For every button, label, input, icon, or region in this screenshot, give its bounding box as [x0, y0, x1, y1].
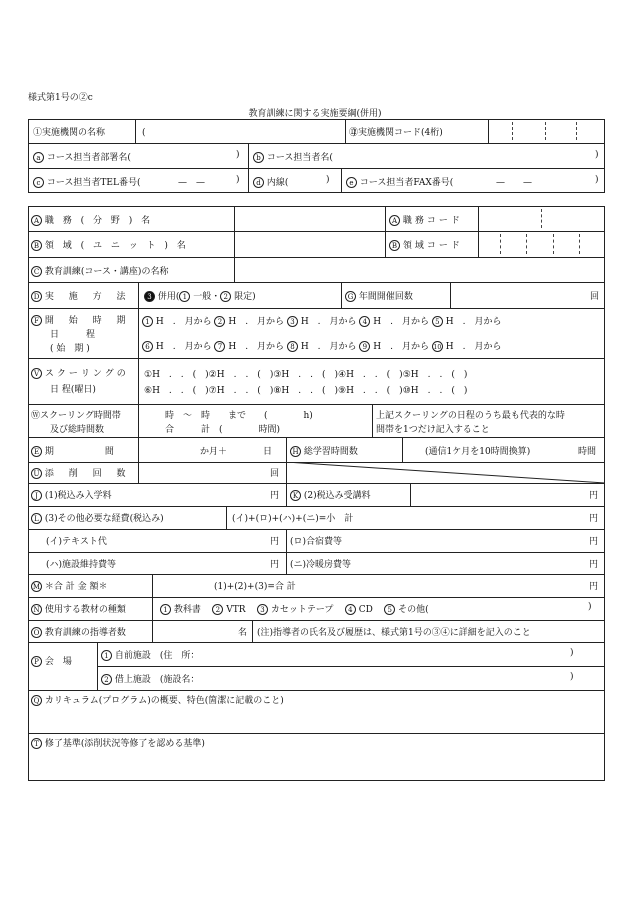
method-options: 3 併用( 1 一般・ 2 限定) — [144, 289, 256, 302]
course-name-label: C 教育訓練(コース・講座)の名称 — [31, 264, 168, 277]
curriculum-label: Q カリキュラム(プログラム)の概要、特色(箇潔に記載のこと) — [31, 693, 284, 706]
rented-facility: 2 借上施設 (施設名： — [101, 672, 199, 685]
text-cost-label: (イ)テキスト代 — [46, 537, 107, 547]
circle-D-icon: D — [31, 291, 42, 302]
material-2-icon[interactable]: 2 — [212, 604, 223, 615]
completion-label: T 修了基準(添削状況等修了を認める基準) — [31, 736, 205, 749]
material-1-icon[interactable]: 1 — [160, 604, 171, 615]
job-label: A 職 務 ( 分 野 ) 名 — [31, 213, 153, 226]
circle-T-icon: T — [31, 738, 42, 749]
start-8-icon: 8 — [287, 341, 298, 352]
venue-label: P 会 場 — [31, 654, 72, 667]
circle-L-icon: L — [31, 513, 42, 524]
annual-count-label: G 年間開催回数 — [345, 289, 413, 302]
circle-c-icon: c — [33, 177, 44, 188]
selected-3-icon: 3 — [144, 291, 155, 302]
person-label: b コース担当者名( — [253, 150, 333, 163]
circle-b-icon: b — [253, 152, 264, 163]
start-5-icon: 5 — [432, 316, 443, 327]
camp-cost-label: (ロ)合宿費等 — [290, 537, 343, 547]
material-3-icon[interactable]: 3 — [257, 604, 268, 615]
circle-M-icon: M — [32, 583, 41, 591]
circle-F-icon: F — [31, 315, 42, 326]
diagonal-strike — [286, 462, 605, 483]
instructors-label: O 教育訓練の指導者数 — [31, 625, 126, 638]
schooling-row-1[interactable]: ①H . . ( )②H . . ( )③H . . ( )④H . . ( )⑤H . . ( ) — [144, 370, 468, 380]
circle-K-icon: K — [290, 490, 301, 501]
total-hours-note: (通信1ケ月を10時間換算) — [425, 447, 531, 457]
materials-options: 1 教科書 2 VTR 3 カセットテープ 4 CD 5 その他( — [160, 602, 429, 615]
circle-N-icon: N — [31, 604, 42, 615]
venue-2-icon[interactable]: 2 — [101, 674, 112, 685]
facility-cost-label: (ハ)施設維持費等 — [46, 560, 117, 570]
start-2-icon: 2 — [214, 316, 225, 327]
institution-name-field[interactable]: ( ) — [142, 128, 357, 138]
circle-A-icon: A — [31, 215, 42, 226]
circle-B2-icon: B — [389, 240, 400, 251]
schooling-hours-label-2: 及び総時間数 — [50, 425, 105, 435]
ext-label: d 内線( — [253, 175, 288, 188]
option-1-icon[interactable]: 1 — [179, 291, 190, 302]
circle-C-icon: C — [31, 266, 42, 277]
circle-a-icon: a — [33, 152, 44, 163]
start-label: F 開 始 時 期 — [31, 313, 131, 326]
tuition-label: K (2)税込み受講料 — [290, 488, 371, 501]
circle-G-icon: G — [345, 291, 356, 302]
total-amount-label: M ＊合 計 金 額＊ — [32, 582, 108, 592]
circle-d-icon: d — [253, 177, 264, 188]
period-label: E 期 間 — [31, 444, 120, 457]
venue-1-icon[interactable]: 1 — [101, 650, 112, 661]
total-formula: (1)+(2)+(3)=合 計 — [214, 582, 296, 592]
schooling-note-1: 上記スクーリングの日程のうち最も代表的な時 — [376, 411, 565, 421]
dept-label: a コース担当者部署名( — [33, 150, 131, 163]
subtotal-formula: (イ)+(ロ)+(ハ)+(ニ)=小 計 — [232, 514, 354, 524]
circle-Q-icon: Q — [31, 695, 42, 706]
method-label: D 実 施 方 法 — [31, 289, 131, 302]
area-code-label: B 領域コード — [389, 238, 463, 251]
schooling-row-2[interactable]: ⑥H . . ( )⑦H . . ( )⑧H . . ( )⑨H . . ( )⑩H . . ( ) — [144, 386, 468, 396]
entry-fee-label: J (1)税込み入学料 — [31, 488, 112, 501]
circle-H-icon: H — [290, 446, 301, 457]
tel-label: c コース担当者TEL番号( — [33, 175, 141, 188]
start-row-1[interactable]: 1 H . 月から 2 H . 月から 3 H . 月から 4 H . 月から 5 H . 月から — [142, 314, 501, 327]
circle-V-icon: V — [31, 368, 42, 379]
correction-count-label: U 添 削 回 数 — [31, 466, 131, 479]
start-7-icon: 7 — [214, 341, 225, 352]
total-hours-label: H 総学習時間数 — [290, 444, 358, 457]
job-code-label: A 職務コード — [389, 213, 463, 226]
start-1-icon: 1 — [142, 316, 153, 327]
page-title: 教育訓練に関する実施要綱(併用) — [248, 109, 382, 119]
schooling-note-2: 間帯を1つだけ記入すること — [376, 425, 490, 435]
hvac-cost-label: (ニ)冷暖房費等 — [290, 560, 352, 570]
start-10-icon: 10 — [432, 341, 443, 352]
material-5-icon[interactable]: 5 — [384, 604, 395, 615]
circle-P-icon: P — [31, 656, 42, 667]
start-6-icon: 6 — [142, 341, 153, 352]
circle-E-icon: E — [31, 446, 42, 457]
schooling-hours-label: Ⓦスクーリング時間帯 — [31, 411, 121, 421]
form-id: 様式第1号の②c — [28, 93, 93, 103]
option-2-icon[interactable]: 2 — [220, 291, 231, 302]
circle-B-icon: B — [31, 240, 42, 251]
other-cost-label: L (3)その他必要な経費(税込み) — [31, 511, 164, 524]
own-facility: 1 自前施設 (住 所： — [101, 648, 199, 661]
material-4-icon[interactable]: 4 — [345, 604, 356, 615]
schooling-label: V スクーリングの — [31, 366, 129, 379]
start-3-icon: 3 — [287, 316, 298, 327]
circle-O-icon: O — [31, 627, 42, 638]
materials-label: N 使用する教材の種類 — [31, 602, 126, 615]
start-row-2[interactable]: 6 H . 月から 7 H . 月から 8 H . 月から 9 H . 月から 10 H . 月から — [142, 339, 501, 352]
institution-code-label: ⑫実施機関コード(4桁) — [349, 128, 443, 138]
period-field[interactable]: か月＋ 日 — [200, 447, 273, 457]
schooling-total-field[interactable]: 合 計 ( 時間) — [165, 425, 281, 435]
circle-e-icon: e — [346, 177, 357, 188]
instructors-note: (注)指導者の氏名及び履歴は、様式第1号の③④に詳細を記入のこと — [257, 628, 531, 638]
circle-A2-icon: A — [389, 215, 400, 226]
circle-U-icon: U — [31, 468, 42, 479]
area-label: B 領 域 ( ユ ニ ッ ト ) 名 — [31, 238, 189, 251]
circle-J-icon: J — [31, 490, 42, 501]
start-9-icon: 9 — [359, 341, 370, 352]
institution-name-label: ①実施機関の名称 — [33, 128, 106, 138]
schooling-time-field[interactable]: 時 ～ 時 まで ( h) — [165, 411, 313, 421]
start-4-icon: 4 — [359, 316, 370, 327]
fax-label: e コース担当者FAX番号( — [346, 175, 453, 188]
